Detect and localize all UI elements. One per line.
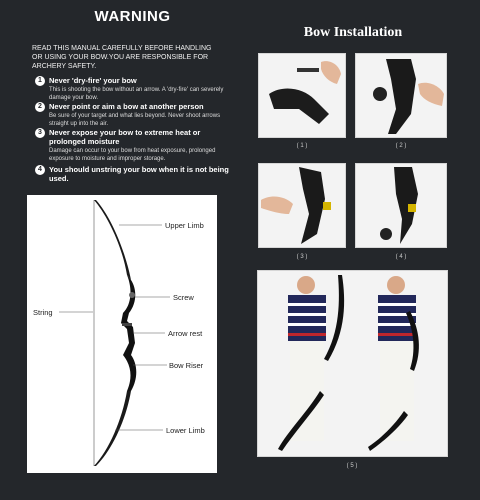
- label-upper-limb: Upper Limb: [165, 221, 204, 230]
- warning-intro: READ THIS MANUAL CAREFULLY BEFORE HANDLING OR USING YOUR BOW.YOU ARE RESPONSIBLE FOR ARCHERY SAFETY.: [32, 45, 212, 70]
- warning-number-1: 1: [35, 76, 45, 86]
- warning-number-3: 3: [35, 128, 45, 138]
- caption-2: ( 2 ): [395, 143, 407, 149]
- warning-title: WARNING: [94, 8, 171, 25]
- warning-heading-3: Never expose your bow to extreme heat or prolonged moisture: [49, 128, 201, 146]
- warning-number-4: 4: [35, 165, 45, 175]
- caption-5: ( 5 ): [346, 463, 358, 469]
- install-photo-2: [355, 53, 447, 138]
- caption-3: ( 3 ): [296, 254, 308, 260]
- label-lower-limb: Lower Limb: [166, 426, 205, 435]
- install-photo-1: [258, 53, 346, 138]
- arrow-rest-shape: [122, 323, 132, 326]
- lower-limb-shape: [94, 391, 131, 466]
- caption-1: ( 1 ): [296, 143, 308, 149]
- install-photo-4: [355, 163, 447, 248]
- warning-body-3: Damage can occur to your bow from heat exposure, prolonged exposure to moisture and improper storage.: [49, 148, 216, 162]
- label-bow-riser: Bow Riser: [169, 361, 204, 370]
- install-photo-5: [257, 270, 448, 457]
- caption-4: ( 4 ): [395, 254, 407, 260]
- upper-limb-shape: [94, 200, 131, 280]
- label-string: String: [33, 308, 53, 317]
- warning-heading-1: Never 'dry-fire' your bow: [49, 76, 137, 85]
- bow-diagram: [27, 195, 217, 473]
- warning-heading-4: You should unstring your bow when it is not being used.: [49, 165, 229, 183]
- warning-body-2: Be sure of your target and what lies beyond. Never shoot arrows straight up into the air.: [49, 113, 221, 127]
- warning-heading-2: Never point or aim a bow at another person: [49, 102, 204, 111]
- label-screw: Screw: [173, 293, 194, 302]
- install-photo-3: [258, 163, 346, 248]
- installation-title: Bow Installation: [303, 25, 403, 40]
- screw-shape: [129, 292, 135, 298]
- label-arrow-rest: Arrow rest: [168, 329, 203, 338]
- warning-number-2: 2: [35, 102, 45, 112]
- warning-body-1: This is shooting the bow without an arrow. A 'dry-fire' can severely damage your bow.: [49, 87, 224, 101]
